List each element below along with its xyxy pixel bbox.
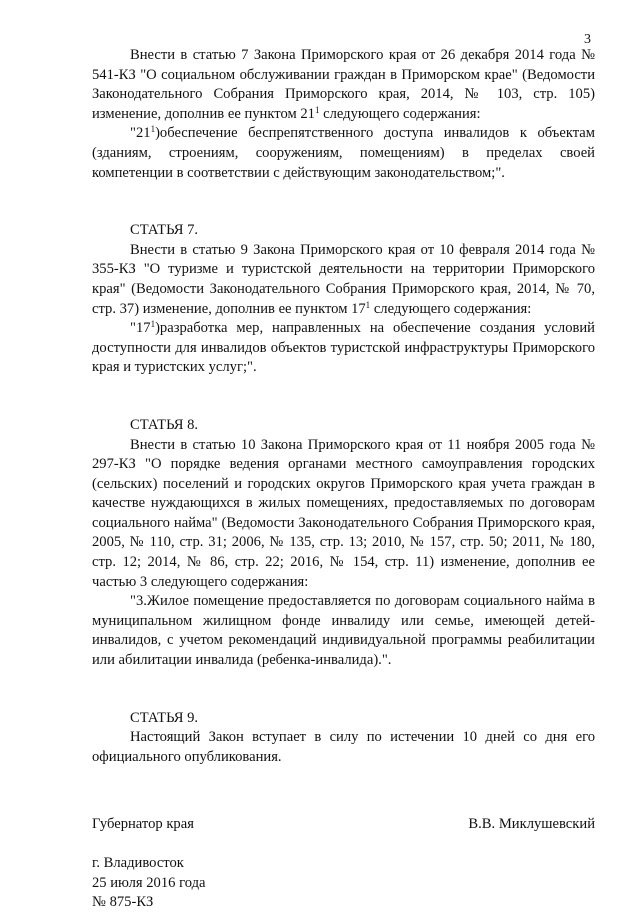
article-6-tail xyxy=(92,46,595,183)
article-6-quote: "$21^1)обеспечение$ беспрепятственного доступа инвалидов к объектам (зданиям, строениям, сооружениям, помещениям) в пределах своей компетенции в соответствии с действующим законодательством;". xyxy=(92,124,595,181)
article-9 xyxy=(92,709,595,768)
article-6-body: Внести в статью 7 Закона Приморского края от 26 декабря 2014 года № 541-КЗ "О социальном обслуживании граждан в Приморском крае" (Ведомости Законодательного Собрания Приморского края, 2014, № 103, стр. 105) изменение, дополнив ее пунктом $21^1$ следующего содержания: xyxy=(92,47,595,122)
footer-number: № 875-КЗ xyxy=(92,894,154,911)
article-9-heading: СТАТЬЯ 9. xyxy=(130,709,199,726)
article-8-heading: СТАТЬЯ 8. xyxy=(130,416,199,433)
signature-block xyxy=(92,815,595,835)
footer-date: 25 июля 2016 года xyxy=(92,874,206,891)
article-9-body: Настоящий Закон вступает в силу по истечении 10 дней со дня его официального опубликования. xyxy=(92,729,595,765)
signature-title: Губернатор края xyxy=(92,816,194,833)
signature-name: В.В. Миклушевский xyxy=(468,816,595,833)
article-8-body: Внести в статью 10 Закона Приморского края от 11 ноября 2005 года № 297-КЗ "О порядке ведения органами местного самоуправления городских (сельских) поселений и городских округов Приморского края учета граждан в качестве нуждающихся в жилых помещениях, предоставляемых по договорам социального найма" (Ведомости Законодательного Собрания Приморского края, 2005, № 110, стр. 31; 2006, № 135, стр. 13; 2010, № 157, стр. 50; 2011, № 180, стр. 12; 2014, № 86, стр. 22; 2016, № 154, стр. 11) изменение, дополнив ее частью 3 следующего содержания: xyxy=(92,436,595,590)
article-7 xyxy=(92,221,595,378)
document-footer xyxy=(92,854,595,913)
footer-city: г. Владивосток xyxy=(92,855,184,871)
page-number: 3 xyxy=(584,32,591,47)
article-8 xyxy=(92,416,595,671)
article-7-body: Внести в статью 9 Закона Приморского края от 10 февраля 2014 года № 355-КЗ "О туризме и туристской деятельности на территории Приморского края" (Ведомости Законодательного Собрания Приморского края, 2014, № 70, стр. 37) изменение, дополнив ее пунктом $17^1$ следующего содержания: xyxy=(92,241,595,317)
article-7-quote: "$17^1)разработка$ мер, направленных на обеспечение создания условий доступности для инвалидов объектов туристской инфраструктуры Приморского края и туристских услуг;". xyxy=(92,319,595,376)
article-8-quote: "3.Жилое помещение предоставляется по договорам социального найма в муниципальном жилищном фонде инвалиду или семье, имеющей детей-инвалидов, с учетом рекомендаций индивидуальной программы реабилитации или абилитации инвалида (ребенка-инвалида).". xyxy=(92,593,595,669)
article-7-heading: СТАТЬЯ 7. xyxy=(130,222,199,239)
document-body xyxy=(92,46,595,913)
